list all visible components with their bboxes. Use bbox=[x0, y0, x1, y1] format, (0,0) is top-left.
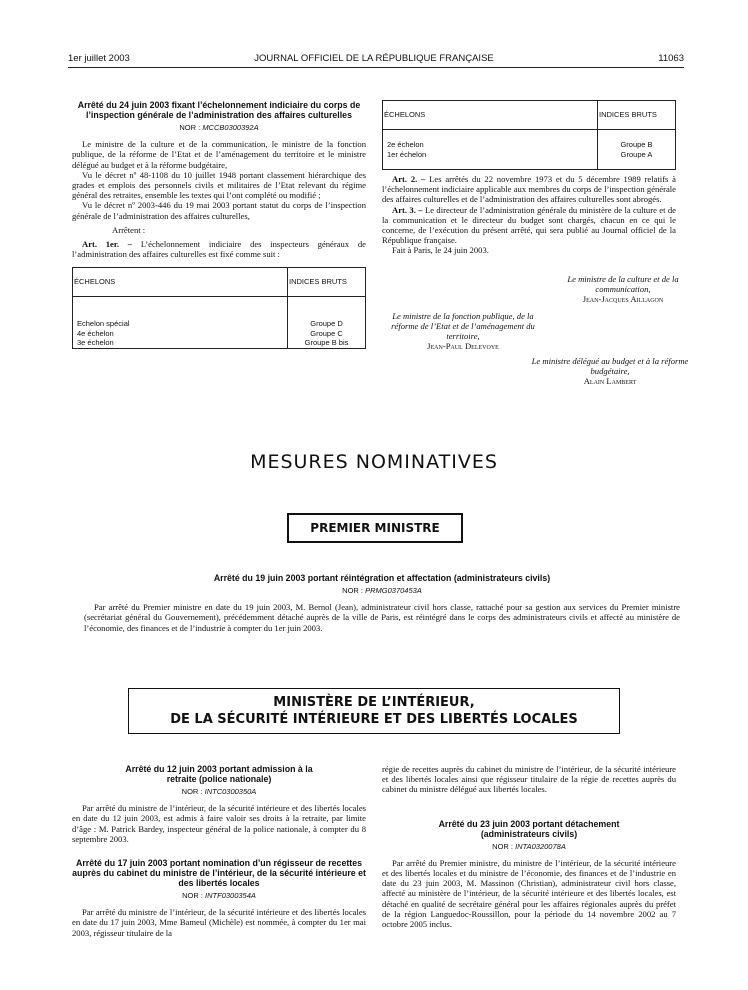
table-row: 3e échelon bbox=[77, 338, 114, 348]
nor-line bbox=[72, 787, 366, 797]
signature-role: Le ministre délégué au budget et à la réforme budgétaire, bbox=[531, 356, 689, 376]
nor-code: PRMG0370453A bbox=[365, 586, 422, 595]
nor-label: NOR : bbox=[342, 586, 364, 595]
table-row: 2e échelon bbox=[387, 140, 424, 149]
page-number: 11063 bbox=[658, 53, 684, 64]
article-label: Art. 1er. – bbox=[82, 239, 133, 250]
signature-name: Alain Lambert bbox=[583, 376, 637, 386]
box-label bbox=[129, 689, 619, 728]
echelon-table bbox=[72, 267, 366, 349]
paragraph: Le ministre de la culture et de la communication, le ministre de la fonction publique, de la réforme de l’Etat et de l’aménagement du territoire et le ministre délégué au budget et à la réforme budgétaire, bbox=[72, 139, 366, 170]
paragraph: Par arrêté du Premier ministre, du ministre de l’intérieur, de la sécurité intérieure et des libertés locales et du ministre de l’économie, des finances et de l’industrie en date du 23 juin 2003, M. Massinon (Christian), administrateur civil hors classe, affecté au ministère de l’intérieur, de la sécurité intérieure et des libertés locales, est détaché en qualité de secrétaire général pour les affaires régionales auprès du préfet de la région Languedoc-Roussillon, pour la période du 14 novembre 2002 au 7 octobre 2005 inclus. bbox=[382, 857, 676, 930]
arretent: Arrêtent : bbox=[112, 224, 146, 235]
article-text: Les arrêtés du 22 novembre 1973 et du 5 décembre 1989 relatifs à l’échelonnement indiciaire applicable aux membres du corps de l’inspection générale des affaires culturelles et de l’administration des affaires culturelles sont abrogés. bbox=[382, 174, 676, 205]
echelon-table-continued bbox=[382, 100, 676, 170]
nor-label: NOR : bbox=[182, 891, 203, 901]
issue-date: 1er juillet 2003 bbox=[68, 53, 130, 64]
nor-label: NOR : bbox=[492, 841, 513, 851]
signature-fonction-publique bbox=[378, 311, 548, 351]
signature-role: Le ministre de la fonction publique, de la réforme de l’Etat et de l’aménagement du territoire, bbox=[391, 311, 535, 341]
paragraph: Par arrêté du ministre de l’intérieur, de la sécurité intérieure et des libertés locales en date du 17 juin 2003, Mme Bameul (Michèle) est nommée, à compter du 1er mai 2003, régisseur titulaire de la bbox=[72, 907, 366, 938]
box-label: PREMIER MINISTRE bbox=[310, 521, 440, 535]
signature-culture bbox=[548, 274, 698, 304]
header-rule bbox=[68, 67, 684, 68]
indice-cell bbox=[598, 130, 676, 170]
premier-ministre-box bbox=[287, 513, 463, 543]
fait-a-paris: Fait à Paris, le 24 juin 2003. bbox=[392, 245, 489, 256]
nor-label: NOR : bbox=[179, 123, 201, 132]
paragraph: Vu le décret nº 2003-446 du 19 mai 2003 portant statut du corps de l’inspection générale de l’administration des affaires culturelles, bbox=[72, 200, 366, 221]
nor-line bbox=[84, 586, 680, 596]
article-title: Arrêté du 23 juin 2003 portant détachement (administrateurs civils) bbox=[438, 818, 620, 839]
signature-name: Jean-Jacques Aillagon bbox=[582, 294, 664, 304]
column-header: INDICES BRUTS bbox=[598, 101, 676, 130]
premier-ministre-article bbox=[84, 573, 680, 633]
nor-code: INTA0320078A bbox=[515, 841, 566, 851]
section-title: MESURES NOMINATIVES bbox=[250, 451, 498, 473]
article-title: Arrêté du 19 juin 2003 portant réintégration et affectation (administrateurs civils) bbox=[213, 573, 551, 583]
journal-title: JOURNAL OFFICIEL DE LA RÉPUBLIQUE FRANÇAISE bbox=[254, 53, 494, 64]
article-title: Arrêté du 12 juin 2003 portant admission à la retraite (police nationale) bbox=[125, 764, 313, 784]
interieur-box bbox=[128, 688, 620, 734]
table-row: 1er échelon bbox=[387, 149, 427, 159]
column-header: ÉCHELONS bbox=[383, 101, 598, 130]
nor-code: INTF0300354A bbox=[205, 891, 256, 901]
article-label: Art. 2. – bbox=[392, 174, 426, 184]
column-header: ÉCHELONS bbox=[73, 268, 288, 297]
table-row: Echelon spécial bbox=[77, 319, 130, 329]
article-label: Art. 3. – bbox=[392, 204, 423, 215]
nor-code: INTC0300350A bbox=[204, 787, 257, 796]
table-value: Groupe B bbox=[620, 140, 653, 149]
paragraph: Par arrêté du Premier ministre en date du 19 juin 2003, M. Bernol (Jean), administrateur civil hors classe, rattaché pour sa gestion aux services du Premier ministre (secrétariat général du Gouvernement), précédemment détaché auprès de la ville de Paris, est réintégré dans le corps des administrateurs civils et affecté au ministère de l’économie, des finances et de l’industrie à compter du 1er juin 2003. bbox=[84, 602, 680, 633]
table-value: Groupe D bbox=[310, 319, 343, 329]
paragraph: Vu le décret nº 48-1108 du 10 juillet 1948 portant classement hiérarchique des grades et emplois des personnels civils et militaires de l’Etat relevant du régime général des retraites, ensemble les textes qui l’ont complété ou modifié ; bbox=[72, 169, 366, 201]
paragraph: régie de recettes auprès du cabinet du ministre de l’intérieur, de la sécurité intérieure et des libertés locales ainsi que régisseur titulaire de la régie de recettes auprès du cabinet du ministre délégué aux libertés locales. bbox=[382, 764, 676, 795]
echelon-cell bbox=[383, 130, 598, 170]
article-text: Le directeur de l’administration générale du ministère de la culture et de la communication et le directeur du budget sont chargés, chacun en ce qui le concerne, de l’exécution du présent arrêté, qui sera publié au Journal officiel de la République française. bbox=[382, 204, 676, 246]
paragraph: Par arrêté du ministre de l’intérieur, de la sécurité intérieure et des libertés locales en date du 12 juin 2003, est admis à faire valoir ses droits à la retraite, par limite d’âge : M. Patrick Bardey, inspecteur général de la police nationale, à compter du 8 septembre 2003. bbox=[72, 803, 366, 844]
table-value: Groupe C bbox=[310, 328, 343, 338]
article-title: Arrêté du 24 juin 2003 fixant l’échelonnement indiciaire du corps de l’inspection générale de l’administration des affaires culturelles bbox=[77, 100, 361, 120]
signature-budget bbox=[530, 356, 690, 386]
table-value: Groupe A bbox=[620, 149, 653, 159]
signature-role: Le ministre de la culture et de la communication, bbox=[567, 274, 679, 294]
left-article bbox=[72, 100, 366, 349]
interieur-left-column bbox=[72, 764, 366, 938]
indice-cell bbox=[288, 297, 366, 349]
article-text: L’échelonnement indiciaire des inspecteurs généraux de l’administration des affaires culturelles est fixé comme suit : bbox=[72, 239, 366, 260]
column-header: INDICES BRUTS bbox=[288, 268, 366, 297]
table-value: Groupe B bis bbox=[304, 338, 349, 348]
article-title: Arrêté du 17 juin 2003 portant nomination d’un régisseur de recettes auprès du cabinet du ministre de l’intérieur, de la sécurité intérieure et des libertés locales bbox=[72, 858, 366, 889]
nor-line bbox=[72, 891, 366, 901]
signature-name: Jean-Paul Delevoye bbox=[427, 341, 499, 351]
table-row: 4e échelon bbox=[77, 328, 114, 338]
article-3 bbox=[382, 205, 676, 246]
nor-label: NOR : bbox=[181, 787, 203, 796]
box-line: DE LA SÉCURITÉ INTÉRIEURE ET DES LIBERTÉS LOCALES bbox=[170, 712, 578, 727]
right-article bbox=[382, 100, 676, 256]
box-line: MINISTÈRE DE L’INTÉRIEUR, bbox=[273, 695, 475, 710]
echelon-cell bbox=[73, 297, 288, 349]
article-1 bbox=[72, 239, 366, 259]
article-2 bbox=[382, 174, 676, 205]
nor-code: MCCB0300392A bbox=[202, 123, 259, 132]
interieur-right-column bbox=[382, 764, 676, 929]
nor-line bbox=[382, 842, 676, 852]
nor-line bbox=[72, 123, 366, 133]
